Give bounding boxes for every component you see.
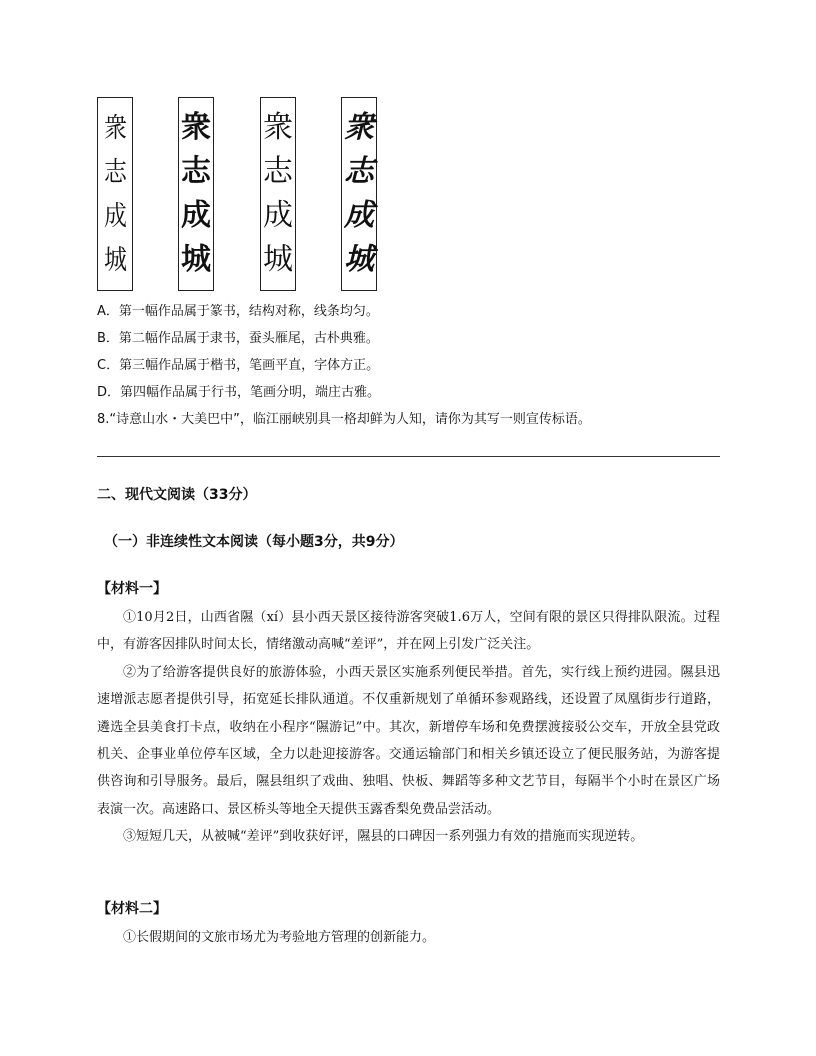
panel-char: 志 bbox=[263, 154, 293, 189]
section-title: 二、现代文阅读（33分） bbox=[97, 487, 257, 503]
option-b: B．第二幅作品属于隶书，蚕头雁尾，古朴典雅。 bbox=[97, 331, 379, 346]
divider bbox=[97, 456, 720, 457]
paragraph: ③短短几天，从被喊“差评”到收获好评，隰县的口碑因一系列强力有效的措施而实现逆转。 bbox=[123, 829, 644, 845]
panel-char: 衆 bbox=[263, 110, 293, 145]
panel-char: 城 bbox=[263, 242, 293, 277]
panel-char: 城 bbox=[344, 242, 374, 277]
calligraphy-panel-seal bbox=[97, 97, 133, 291]
option-a: A．第一幅作品属于篆书，结构对称，线条均匀。 bbox=[97, 304, 379, 319]
calligraphy-panel-clerical bbox=[178, 97, 214, 291]
question-8: 8.“诗意山水・大美巴中”，临江丽峡别具一格却鲜为人知，请你为其写一则宣传标语。 bbox=[97, 412, 591, 427]
panel-char: 志 bbox=[181, 154, 211, 189]
panel-char: 城 bbox=[181, 242, 211, 277]
option-c: C．第三幅作品属于楷书，笔画平直，字体方正。 bbox=[97, 358, 380, 373]
calligraphy-panels bbox=[97, 97, 409, 295]
panel-char: 衆 bbox=[103, 112, 127, 144]
paragraph: ①10月2日，山西省隰（xí）县小西天景区接待游客突破1.6万人，空间有限的景区只得排队限流。过程中，有游客因排队时间太长，情绪激动高喊“差评”，并在网上引发广泛关注。 bbox=[97, 610, 720, 653]
paragraph: ①长假期间的文旅市场尤为考验地方管理的创新能力。 bbox=[123, 930, 436, 945]
panel-char: 成 bbox=[181, 198, 211, 233]
panel-char: 成 bbox=[344, 198, 374, 233]
material2-body bbox=[97, 924, 720, 951]
panel-char: 成 bbox=[263, 198, 293, 233]
panel-char: 城 bbox=[103, 244, 127, 276]
panel-char: 志 bbox=[344, 154, 374, 189]
panel-char: 志 bbox=[103, 156, 127, 188]
panel-char: 衆 bbox=[181, 110, 211, 145]
material1-label: 【材料一】 bbox=[97, 581, 167, 597]
option-d: D．第四幅作品属于行书，笔画分明，端庄古雅。 bbox=[97, 385, 381, 400]
paragraph: ②为了给游客提供良好的旅游体验，小西天景区实施系列便民举措。首先，实行线上预约进园。隰县迅速增派志愿者提供引导，拓宽延长排队通道。不仅重新规划了单循环参观路线，还设置了凤凰街步行道路，遴选全县美食打卡点，收纳在小程序“隰游记”中。其次，新增停车场和免费摆渡接驳公交车，开放全县党政机关、企事业单位停车区域，全力以赴迎接游客。交通运输部门和相关乡镇还设立了便民服务站，为游客提供咨询和引导服务。最后，隰县组织了戏曲、独唱、快板、舞蹈等多种文艺节目，每隔半个小时在景区广场表演一次。高速路口、景区桥头等地全天提供玉露香梨免费品尝活动。 bbox=[97, 664, 720, 817]
panel-char: 成 bbox=[103, 200, 127, 232]
calligraphy-panel-regular bbox=[260, 97, 296, 291]
subsection-title: （一）非连续性文本阅读（每小题3分，共9分） bbox=[104, 534, 404, 550]
material2-label: 【材料二】 bbox=[97, 901, 167, 917]
panel-char: 衆 bbox=[344, 110, 374, 145]
calligraphy-panel-running bbox=[341, 97, 377, 291]
material1-body bbox=[97, 604, 720, 851]
